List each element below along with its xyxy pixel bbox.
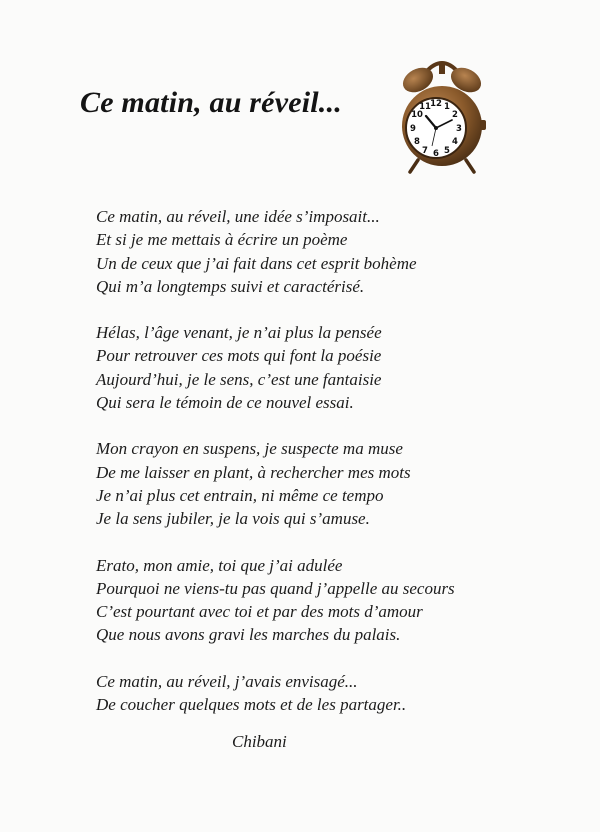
poem-line: De me laisser en plant, à rechercher mes mots	[96, 462, 411, 482]
svg-text:12: 12	[430, 99, 442, 109]
poem-line: Hélas, l’âge venant, je n’ai plus la pensée	[96, 323, 382, 343]
stanza	[96, 205, 566, 298]
svg-text:5: 5	[444, 146, 450, 156]
poem-line: Ce matin, au réveil, j’avais envisagé...	[96, 671, 358, 691]
svg-text:4: 4	[452, 137, 458, 147]
poem-line: Qui m’a longtemps suivi et caractérisé.	[96, 276, 365, 296]
poem-line: Pour retrouver ces mots qui font la poésie	[96, 346, 382, 366]
poem-line: Ce matin, au réveil, une idée s’imposait...	[96, 207, 380, 226]
poem-line: Un de ceux que j’ai fait dans cet esprit bohème	[96, 253, 417, 273]
svg-text:8: 8	[414, 137, 420, 147]
svg-text:2: 2	[452, 110, 458, 120]
stanza	[96, 437, 566, 530]
poem-line: Mon crayon en suspens, je suspecte ma muse	[96, 439, 403, 459]
poem-line: Je la sens jubiler, je la vois qui s’amuse.	[96, 509, 370, 529]
poem-line: De coucher quelques mots et de les partager..	[96, 695, 407, 715]
svg-text:1: 1	[444, 102, 450, 112]
svg-text:10: 10	[411, 110, 423, 120]
stanza	[96, 670, 566, 717]
poem-signature: Chibani	[232, 732, 287, 751]
poem-line: Aujourd’hui, je le sens, c’est une fantaisie	[96, 369, 382, 389]
poem-line: Que nous avons gravi les marches du palais.	[96, 625, 401, 645]
poem-line: Je n’ai plus cet entrain, ni même ce tempo	[96, 485, 384, 505]
alarm-clock-icon	[396, 50, 488, 176]
poem-line: Pourquoi ne viens-tu pas quand j’appelle au secours	[96, 578, 455, 598]
svg-text:9: 9	[410, 124, 416, 134]
poem-line: Qui sera le témoin de ce nouvel essai.	[96, 393, 354, 413]
svg-text:11: 11	[419, 102, 431, 112]
poem-line: C’est pourtant avec toi et par des mots d’amour	[96, 602, 423, 622]
poem-line: Et si je me mettais à écrire un poème	[96, 230, 348, 250]
svg-text:6: 6	[433, 149, 439, 159]
poem-body	[96, 205, 566, 739]
poem-title: Ce matin, au réveil...	[80, 86, 342, 119]
svg-text:3: 3	[456, 124, 462, 134]
poem-line: Erato, mon amie, toi que j’ai adulée	[96, 555, 343, 575]
stanza	[96, 321, 566, 414]
svg-text:7: 7	[422, 146, 428, 156]
stanza	[96, 554, 566, 647]
